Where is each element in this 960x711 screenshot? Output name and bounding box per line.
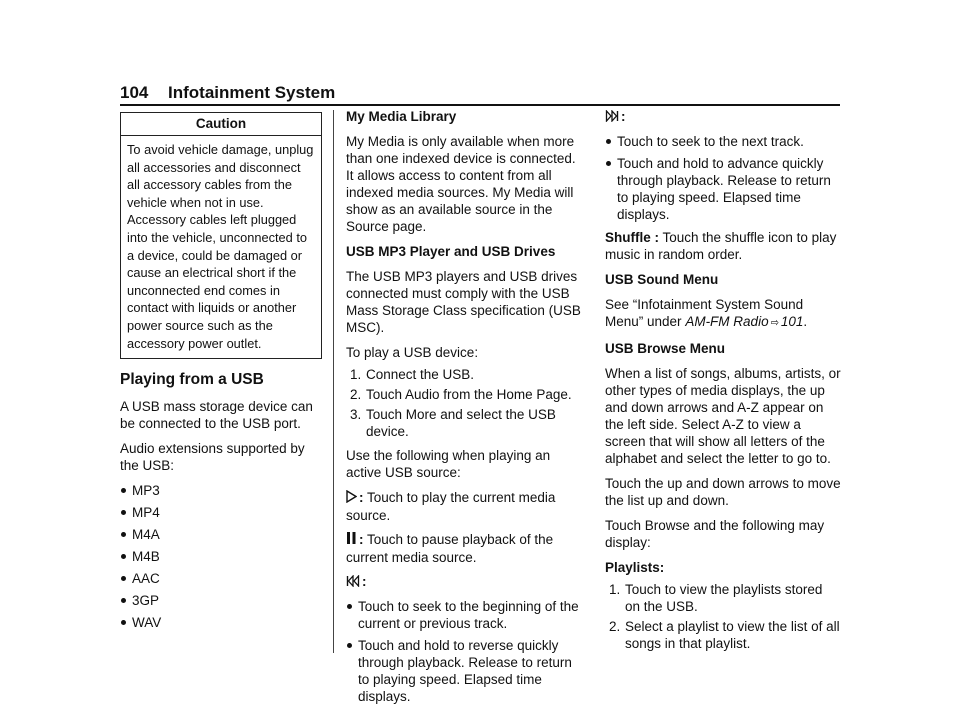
page-header [120,82,840,106]
usb-player-text: The USB MP3 players and USB drives connected must comply with the USB Mass Storage Class specification (USB MSC). [346,269,581,335]
pause-icon [346,531,357,549]
list-item: 3GP [120,592,322,609]
column-3 [605,106,841,659]
list-item: 1. Connect the USB. [350,367,475,382]
xref-arrow-icon: ⇨ [770,316,779,329]
mymedia-text: My Media is only available when more than one indexed device is connected. It allows access to content from all indexed media sources. My Media will show as an available source in the Source page. [346,134,576,234]
seek-forward-list [605,133,841,223]
list-item: Touch to seek to the next track. [605,133,841,150]
seek-forward-icon [605,109,619,126]
use-following-text: Use the following when playing an active USB source: [346,448,551,480]
usb-intro: A USB mass storage device can be connected to the USB port. [120,399,313,432]
caution-title: Caution [121,113,321,136]
section-heading-usb: Playing from a USB [120,371,264,389]
usb-player-heading: USB MP3 Player and USB Drives [346,244,556,259]
pause-text: Touch to pause playback of the current media source. [346,531,554,566]
list-item: M4B [120,548,322,565]
play-steps [346,366,582,440]
sound-menu-text: See “Infotainment System Sound Menu” under AM-FM Radio ⇨ 101. [605,296,841,332]
shuffle-text: Touch the shuffle icon to play music in random order. [605,229,837,262]
list-item: MP4 [120,504,322,521]
sound-menu-heading: USB Sound Menu [605,271,719,287]
xref-page[interactable]: 101 [780,313,804,329]
play-text: Touch to play the current media source. [346,490,556,523]
extensions-list [120,482,322,631]
column-divider [333,110,334,653]
playlist-steps [605,581,841,652]
list-item: M4A [120,526,322,543]
browse-display-text: Touch Browse and the following may display: [605,517,825,550]
shuffle-paragraph [605,229,841,263]
browse-menu-heading: USB Browse Menu [605,340,726,356]
section-title: Infotainment System [168,83,336,102]
pause-control [346,531,582,566]
list-item: 3. Touch More and select the USB device. [350,407,556,439]
play-intro: To play a USB device: [346,345,479,360]
list-item: 1. Touch to view the playlists stored on the USB. [609,581,823,614]
caution-text: To avoid vehicle damage, unplug all accessories and disconnect all accessory cables from the vehicle when not in use. Accessory cables left plugged into the vehicle, unconnected to a device, could be damaged or cause an electrical short if the unconnected end comes in contact with liquids or another power source such as the accessory power outlet. [127,142,314,351]
list-item: 2. Select a playlist to view the list of all songs in that playlist. [609,618,840,651]
column-2 [346,106,582,711]
play-icon [346,490,357,507]
arrows-text: Touch the up and down arrows to move the list up and down. [605,475,841,508]
seek-forward-control [605,108,841,126]
list-item: WAV [120,614,322,631]
list-item: MP3 [120,482,322,499]
mymedia-heading: My Media Library [346,109,457,124]
list-item: 2. Touch Audio from the Home Page. [350,387,572,402]
list-item: Touch to seek to the beginning of the current or previous track. [346,598,582,632]
play-sep: : [359,490,364,505]
list-item: Touch and hold to reverse quickly through playback. Release to return to playing speed. Elapsed time displays. [346,637,582,705]
pause-sep: : [359,531,364,547]
seek-back-list [346,598,582,705]
seek-back-sep: : [362,574,367,590]
seek-back-icon [346,574,360,591]
am-fm-radio-link[interactable]: AM-FM Radio [685,313,769,329]
extensions-intro: Audio extensions supported by the USB: [120,441,305,474]
list-item: Touch and hold to advance quickly through playback. Release to return to playing speed. Elapsed time displays. [605,155,841,223]
column-1 [120,106,322,637]
caution-box [120,112,322,359]
play-control [346,489,582,524]
page-number: 104 [120,83,149,102]
playlists-label: Playlists: [605,559,665,575]
seek-forward-sep: : [621,109,626,124]
browse-menu-text: When a list of songs, albums, artists, or other types of media displays, the up and down arrows and A-Z appear on the left side. Select A-Z to view a screen that will show all letters of the alphabet and select the letter to go to. [605,365,841,466]
seek-back-control [346,573,582,591]
list-item: AAC [120,570,322,587]
shuffle-label: Shuffle : [605,229,659,245]
